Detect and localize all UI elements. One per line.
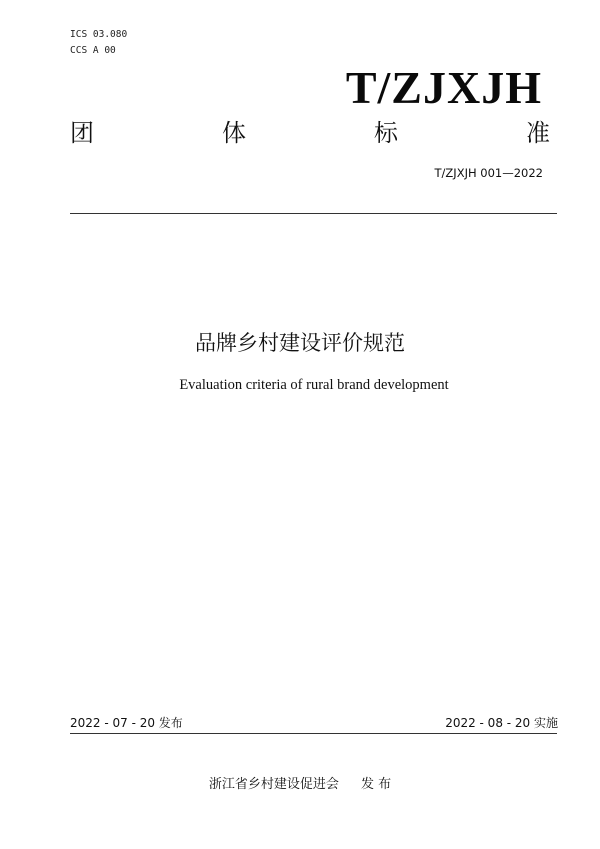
category-char: 团 (70, 119, 94, 147)
publisher-name: 浙江省乡村建设促进会 (208, 777, 339, 792)
category-char: 准 (526, 119, 550, 147)
standard-category (70, 116, 550, 150)
publisher-line (0, 776, 600, 794)
standard-mark: T/ZJXJH (345, 62, 542, 113)
implementation-date: 2022 - 08 - 20 实施 (445, 716, 558, 730)
top-divider (70, 213, 557, 214)
category-char: 标 (374, 119, 398, 147)
ics-code: ICS 03.080 (70, 29, 128, 40)
document-title-chinese: 品牌乡村建设评价规范 (195, 331, 405, 355)
bottom-divider (70, 733, 557, 734)
standard-number: T/ZJXJH 001—2022 (434, 166, 543, 180)
publish-label: 发 布 (360, 777, 392, 792)
issue-date: 2022 - 07 - 20 发布 (70, 716, 183, 730)
category-char: 体 (222, 119, 246, 147)
document-title-english: Evaluation criteria of rural brand development (179, 377, 449, 393)
ccs-code: CCS A 00 (70, 45, 116, 56)
